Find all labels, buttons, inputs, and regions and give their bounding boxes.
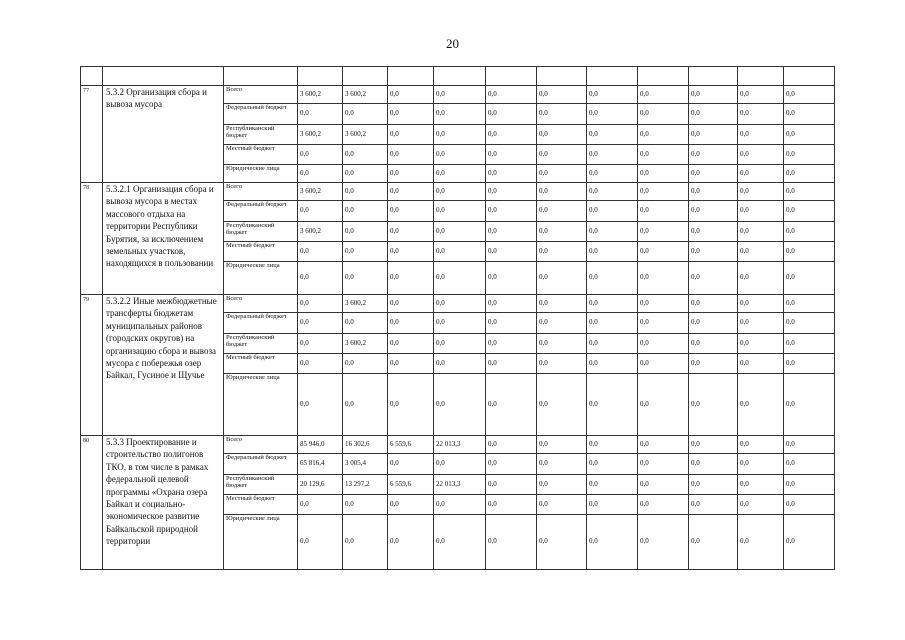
amount-cell: 0,0 [434,86,486,104]
amount-cell: 0,0 [738,86,784,104]
amount-cell: 0,0 [343,374,388,436]
amount-cell: 0,0 [689,242,738,262]
table-row [81,436,835,454]
activity-name: 5.3.2.2 Иные межбюджетные трансферты бюджетам муниципальных районов (городских округов) на организацию сбора и вывоза мусора с побережья озер Байкал, Гусиное и Щучье [103,295,224,436]
amount-cell: 0,0 [537,125,587,145]
amount-cell: 0,0 [537,475,587,495]
amount-cell: 3 600,2 [298,86,343,104]
amount-cell: 0,0 [689,495,738,515]
amount-cell: 0,0 [784,165,835,183]
amount-cell: 20 129,6 [298,475,343,495]
amount-cell: 0,0 [486,242,537,262]
amount-cell: 0,0 [587,86,638,104]
header-cell [689,67,738,86]
amount-cell: 0,0 [343,222,388,242]
budget-table [80,66,835,570]
amount-cell: 0,0 [738,125,784,145]
amount-cell: 0,0 [434,334,486,354]
header-cell [224,67,298,86]
amount-cell: 0,0 [689,201,738,222]
amount-cell: 0,0 [784,242,835,262]
amount-cell: 0,0 [298,495,343,515]
header-cell [343,67,388,86]
amount-cell: 0,0 [738,436,784,454]
amount-cell: 0,0 [738,495,784,515]
amount-cell: 0,0 [587,145,638,165]
amount-cell: 0,0 [689,475,738,495]
amount-cell: 0,0 [388,165,434,183]
amount-cell: 0,0 [388,354,434,374]
funding-source: Юридические лица [224,262,298,295]
amount-cell: 0,0 [784,313,835,334]
row-number: 78 [81,183,103,295]
amount-cell: 0,0 [587,515,638,570]
amount-cell: 0,0 [784,262,835,295]
amount-cell: 0,0 [638,145,689,165]
amount-cell: 0,0 [738,201,784,222]
amount-cell: 0,0 [537,201,587,222]
amount-cell: 0,0 [388,295,434,313]
funding-source: Федеральный бюджет [224,313,298,334]
amount-cell: 3 005,4 [343,454,388,475]
amount-cell: 0,0 [343,515,388,570]
amount-cell: 0,0 [343,145,388,165]
amount-cell: 0,0 [298,242,343,262]
amount-cell: 0,0 [689,454,738,475]
page-number: 20 [446,36,459,51]
amount-cell: 0,0 [434,183,486,201]
funding-source: Республиканский бюджет [224,222,298,242]
amount-cell: 0,0 [486,374,537,436]
amount-cell: 0,0 [434,354,486,374]
amount-cell: 0,0 [434,262,486,295]
funding-source: Всего [224,183,298,201]
amount-cell: 0,0 [587,454,638,475]
amount-cell: 0,0 [388,242,434,262]
amount-cell: 0,0 [486,201,537,222]
amount-cell: 85 946,0 [298,436,343,454]
amount-cell: 0,0 [388,86,434,104]
amount-cell: 0,0 [784,125,835,145]
amount-cell: 0,0 [738,262,784,295]
header-row [81,67,835,86]
funding-source: Юридические лица [224,374,298,436]
amount-cell: 0,0 [587,354,638,374]
amount-cell: 0,0 [638,454,689,475]
header-cell [298,67,343,86]
amount-cell: 0,0 [434,295,486,313]
amount-cell: 0,0 [343,262,388,295]
amount-cell: 0,0 [434,495,486,515]
amount-cell: 0,0 [388,374,434,436]
amount-cell: 0,0 [587,495,638,515]
amount-cell: 0,0 [689,104,738,125]
amount-cell: 0,0 [537,436,587,454]
funding-source: Местный бюджет [224,354,298,374]
table-row [81,183,835,201]
row-number: 77 [81,86,103,183]
amount-cell: 0,0 [689,354,738,374]
amount-cell: 0,0 [638,165,689,183]
header-cell [81,67,103,86]
amount-cell: 0,0 [486,262,537,295]
amount-cell: 0,0 [388,515,434,570]
amount-cell: 0,0 [784,104,835,125]
amount-cell: 0,0 [343,201,388,222]
amount-cell: 0,0 [343,183,388,201]
amount-cell: 0,0 [738,454,784,475]
amount-cell: 0,0 [638,295,689,313]
amount-cell: 0,0 [537,313,587,334]
amount-cell: 0,0 [638,86,689,104]
header-cell [486,67,537,86]
funding-source: Юридические лица [224,515,298,570]
amount-cell: 0,0 [587,374,638,436]
amount-cell: 0,0 [587,334,638,354]
amount-cell: 0,0 [689,374,738,436]
amount-cell: 0,0 [343,104,388,125]
amount-cell: 0,0 [298,313,343,334]
amount-cell: 0,0 [784,374,835,436]
amount-cell: 0,0 [784,183,835,201]
amount-cell: 0,0 [388,104,434,125]
amount-cell: 0,0 [689,313,738,334]
funding-source: Всего [224,295,298,313]
amount-cell: 0,0 [689,165,738,183]
amount-cell: 0,0 [784,495,835,515]
amount-cell: 0,0 [689,145,738,165]
amount-cell: 65 816,4 [298,454,343,475]
amount-cell: 0,0 [298,165,343,183]
header-cell [638,67,689,86]
funding-source: Местный бюджет [224,495,298,515]
amount-cell: 0,0 [388,125,434,145]
amount-cell: 0,0 [434,201,486,222]
amount-cell: 0,0 [689,86,738,104]
amount-cell: 0,0 [587,104,638,125]
amount-cell: 0,0 [587,242,638,262]
amount-cell: 0,0 [784,222,835,242]
amount-cell: 0,0 [738,515,784,570]
amount-cell: 0,0 [784,86,835,104]
amount-cell: 0,0 [587,222,638,242]
amount-cell: 0,0 [388,145,434,165]
amount-cell: 0,0 [638,354,689,374]
amount-cell: 3 600,2 [298,183,343,201]
amount-cell: 0,0 [298,334,343,354]
amount-cell: 0,0 [486,436,537,454]
amount-cell: 0,0 [298,374,343,436]
amount-cell: 0,0 [689,222,738,242]
amount-cell: 0,0 [343,495,388,515]
amount-cell: 3 600,2 [343,334,388,354]
amount-cell: 0,0 [738,183,784,201]
amount-cell: 0,0 [738,222,784,242]
amount-cell: 0,0 [537,495,587,515]
amount-cell: 0,0 [537,222,587,242]
amount-cell: 0,0 [638,334,689,354]
amount-cell: 0,0 [784,454,835,475]
amount-cell: 0,0 [784,295,835,313]
amount-cell: 0,0 [638,374,689,436]
amount-cell: 0,0 [486,495,537,515]
amount-cell: 0,0 [486,222,537,242]
activity-name: 5.3.2 Организация сбора и вывоза мусора [103,86,224,183]
amount-cell: 0,0 [537,374,587,436]
amount-cell: 0,0 [486,104,537,125]
amount-cell: 16 302,6 [343,436,388,454]
amount-cell: 0,0 [738,354,784,374]
amount-cell: 0,0 [537,334,587,354]
amount-cell: 0,0 [537,354,587,374]
amount-cell: 0,0 [434,242,486,262]
amount-cell: 0,0 [388,183,434,201]
header-cell [103,67,224,86]
amount-cell: 0,0 [298,201,343,222]
amount-cell: 0,0 [486,125,537,145]
amount-cell: 0,0 [738,145,784,165]
amount-cell: 0,0 [738,374,784,436]
amount-cell: 0,0 [738,295,784,313]
amount-cell: 0,0 [486,86,537,104]
amount-cell: 3 600,2 [298,222,343,242]
amount-cell: 0,0 [587,125,638,145]
header-cell [587,67,638,86]
amount-cell: 0,0 [434,313,486,334]
amount-cell: 0,0 [689,262,738,295]
amount-cell: 0,0 [537,86,587,104]
amount-cell: 0,0 [388,334,434,354]
amount-cell: 0,0 [486,313,537,334]
amount-cell: 0,0 [343,313,388,334]
row-number: 79 [81,295,103,436]
amount-cell: 0,0 [388,222,434,242]
amount-cell: 6 559,6 [388,436,434,454]
table-body [81,67,835,570]
amount-cell: 0,0 [738,313,784,334]
amount-cell: 0,0 [298,262,343,295]
funding-source: Всего [224,436,298,454]
amount-cell: 0,0 [388,262,434,295]
amount-cell: 0,0 [486,183,537,201]
amount-cell: 0,0 [434,125,486,145]
amount-cell: 0,0 [486,475,537,495]
amount-cell: 0,0 [689,183,738,201]
amount-cell: 0,0 [587,313,638,334]
amount-cell: 0,0 [738,475,784,495]
header-cell [537,67,587,86]
amount-cell: 0,0 [784,475,835,495]
amount-cell: 0,0 [486,145,537,165]
amount-cell: 0,0 [784,201,835,222]
amount-cell: 0,0 [587,183,638,201]
amount-cell: 0,0 [784,145,835,165]
amount-cell: 0,0 [434,454,486,475]
amount-cell: 0,0 [537,242,587,262]
amount-cell: 0,0 [689,125,738,145]
activity-name: 5.3.3 Проектирование и строительство полигонов ТКО, в том числе в рамках федеральной целевой программы «Охрана озера Байкал и социально-экономическое развитие Байкальской природной территории [103,436,224,570]
amount-cell: 0,0 [587,201,638,222]
amount-cell: 0,0 [537,454,587,475]
amount-cell: 0,0 [738,165,784,183]
amount-cell: 0,0 [537,262,587,295]
amount-cell: 3 600,2 [343,125,388,145]
header-cell [784,67,835,86]
amount-cell: 0,0 [689,334,738,354]
header-cell [738,67,784,86]
amount-cell: 0,0 [537,295,587,313]
amount-cell: 0,0 [638,125,689,145]
row-number: 80 [81,436,103,570]
amount-cell: 0,0 [298,145,343,165]
amount-cell: 0,0 [486,334,537,354]
amount-cell: 0,0 [784,436,835,454]
amount-cell: 0,0 [587,295,638,313]
amount-cell: 0,0 [638,104,689,125]
funding-source: Всего [224,86,298,104]
amount-cell: 0,0 [638,262,689,295]
amount-cell: 13 297,2 [343,475,388,495]
amount-cell: 0,0 [486,165,537,183]
amount-cell: 0,0 [388,454,434,475]
amount-cell: 0,0 [587,165,638,183]
amount-cell: 0,0 [298,295,343,313]
amount-cell: 0,0 [537,165,587,183]
amount-cell: 0,0 [434,165,486,183]
activity-name: 5.3.2.1 Организация сбора и вывоза мусора в местах массового отдыха на территории Республики Бурятия, за исключением земельных участков, находящихся в пользовании [103,183,224,295]
funding-source: Республиканский бюджет [224,475,298,495]
amount-cell: 0,0 [638,242,689,262]
amount-cell: 0,0 [738,334,784,354]
amount-cell: 0,0 [434,222,486,242]
amount-cell: 3 600,2 [343,86,388,104]
amount-cell: 0,0 [638,475,689,495]
amount-cell: 0,0 [388,495,434,515]
amount-cell: 3 600,2 [343,295,388,313]
amount-cell: 22 013,3 [434,475,486,495]
amount-cell: 6 559,6 [388,475,434,495]
funding-source: Юридические лица [224,165,298,183]
funding-source: Федеральный бюджет [224,454,298,475]
amount-cell: 0,0 [689,436,738,454]
amount-cell: 0,0 [638,201,689,222]
amount-cell: 0,0 [738,104,784,125]
amount-cell: 0,0 [434,104,486,125]
funding-source: Местный бюджет [224,242,298,262]
amount-cell: 0,0 [784,334,835,354]
amount-cell: 0,0 [638,313,689,334]
funding-source: Местный бюджет [224,145,298,165]
amount-cell: 0,0 [486,295,537,313]
amount-cell: 0,0 [638,515,689,570]
funding-source: Республиканский бюджет [224,334,298,354]
header-cell [434,67,486,86]
amount-cell: 0,0 [343,354,388,374]
amount-cell: 0,0 [738,242,784,262]
amount-cell: 0,0 [638,436,689,454]
amount-cell: 0,0 [343,165,388,183]
amount-cell: 0,0 [638,183,689,201]
amount-cell: 0,0 [638,222,689,242]
amount-cell: 0,0 [638,495,689,515]
amount-cell: 0,0 [537,104,587,125]
amount-cell: 0,0 [486,454,537,475]
amount-cell: 0,0 [388,201,434,222]
amount-cell: 0,0 [587,436,638,454]
table-row [81,295,835,313]
amount-cell: 0,0 [537,515,587,570]
amount-cell: 0,0 [343,242,388,262]
amount-cell: 0,0 [784,515,835,570]
table-row [81,86,835,104]
amount-cell: 0,0 [689,295,738,313]
amount-cell: 0,0 [434,145,486,165]
amount-cell: 0,0 [388,313,434,334]
header-cell [388,67,434,86]
amount-cell: 0,0 [298,104,343,125]
amount-cell: 0,0 [689,515,738,570]
amount-cell: 0,0 [537,183,587,201]
funding-source: Федеральный бюджет [224,201,298,222]
amount-cell: 0,0 [434,374,486,436]
amount-cell: 0,0 [434,515,486,570]
amount-cell: 22 013,3 [434,436,486,454]
amount-cell: 3 600,2 [298,125,343,145]
funding-source: Федеральный бюджет [224,104,298,125]
funding-source: Республиканский бюджет [224,125,298,145]
amount-cell: 0,0 [486,354,537,374]
amount-cell: 0,0 [486,515,537,570]
amount-cell: 0,0 [587,475,638,495]
amount-cell: 0,0 [784,354,835,374]
amount-cell: 0,0 [587,262,638,295]
amount-cell: 0,0 [298,515,343,570]
amount-cell: 0,0 [298,354,343,374]
amount-cell: 0,0 [537,145,587,165]
